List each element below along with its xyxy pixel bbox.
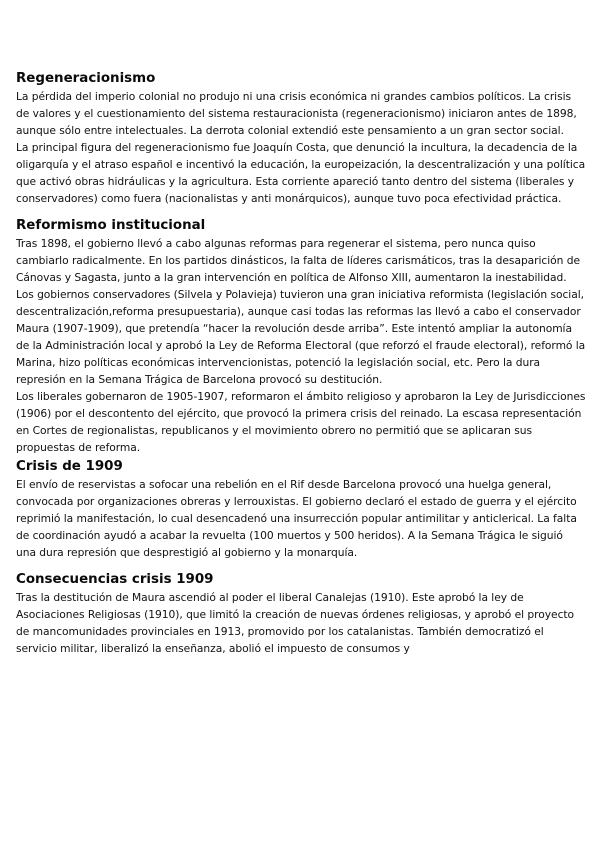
section-heading: Consecuencias crisis 1909 (16, 572, 214, 587)
section-reformismo-institucional (16, 217, 586, 456)
paragraph: El envío de reservistas a sofocar una rebelión en el Rif desde Barcelona provocó una huelga general, convocada por organizaciones obreras y lerrouxistas. El gobierno declaró el estado de guerra y el ejército reprimió la manifestación, lo cual desencadenó una insurrección popular antimilitar y anticlerical. La falta de coordinación ayudó a acabar la revuelta (100 muertos y 500 heridos). A la Semana Trágica le siguió una dura represión que desprestigió al gobierno y la monarquía. (16, 478, 577, 559)
section-crisis-1909 (16, 458, 586, 561)
paragraph: Los liberales gobernaron de 1905-1907, reformaron el ámbito religioso y aprobaron la Ley de Jurisdicciones (1906) por el descontento del ejército, que provocó la primera crisis del reinado. La escasa representación en Cortes de regionalistas, republicanos y el movimiento obrero no permitió que se aplicaran sus propuestas de reforma. (16, 390, 586, 454)
paragraph: Tras 1898, el gobierno llevó a cabo algunas reformas para regenerar el sistema, pero nunca quiso cambiarlo radicalmente. En los partidos dinásticos, la falta de líderes carismáticos, tras la desaparición de Cánovas y Sagasta, junto a la gran intervención en política de Alfonso XIII, aumentaron la inestabilidad. (16, 237, 580, 284)
section-consecuencias-crisis-1909 (16, 571, 586, 657)
section-spacer (16, 561, 586, 571)
section-spacer (16, 207, 586, 217)
paragraph: La pérdida del imperio colonial no produjo ni una crisis económica ni grandes cambios políticos. La crisis de valores y el cuestionamiento del sistema restauracionista (regeneracionismo) iniciaron antes de 1898, aunque sólo entre intelectuales. La derrota colonial extendió este pensamiento a un gran sector social. (16, 90, 577, 137)
paragraph: La principal figura del regeneracionismo fue Joaquín Costa, que denunció la incultura, la decadencia de la oligarquía y el atraso español e incentivó la educación, la europeización, la descentralización y una política que activó obras hidráulicas y la agricultura. Esta corriente apareció tanto dentro del sistema (liberales y conservadores) como fuera (nacionalistas y anti monárquicos), aunque tuvo poca efectividad práctica. (16, 141, 586, 205)
section-heading: Regeneracionismo (16, 71, 156, 86)
paragraph: Tras la destitución de Maura ascendió al poder el liberal Canalejas (1910). Este aprobó la ley de Asociaciones Religiosas (1910), que limitó la creación de nuevas órdenes religiosas, y aprobó el proyecto de mancomunidades provinciales en 1913, promovido por los catalanistas. También democratizó el servicio militar, liberalizó la enseñanza, abolió el impuesto de consumos y (16, 591, 575, 655)
section-heading: Crisis de 1909 (16, 459, 123, 474)
section-heading: Reformismo institucional (16, 218, 206, 233)
section-regeneracionismo (16, 70, 586, 207)
paragraph: Los gobiernos conservadores (Silvela y Polavieja) tuvieron una gran iniciativa reformista (legislación social, descentralización,reforma presupuestaria), aunque casi todas las reformas las llevó a cabo el conservador Maura (1907-1909), que pretendía “hacer la revolución desde arriba”. Este intentó ampliar la autonomía de la Administración local y aprobó la Ley de Reforma Electoral (que reforzó el fraude electoral), reformó la Marina, hizo políticas económicas intervencionistas, potenció la legislación social, etc. Pero la dura represión en la Semana Trágica de Barcelona provocó su destitución. (16, 288, 586, 386)
